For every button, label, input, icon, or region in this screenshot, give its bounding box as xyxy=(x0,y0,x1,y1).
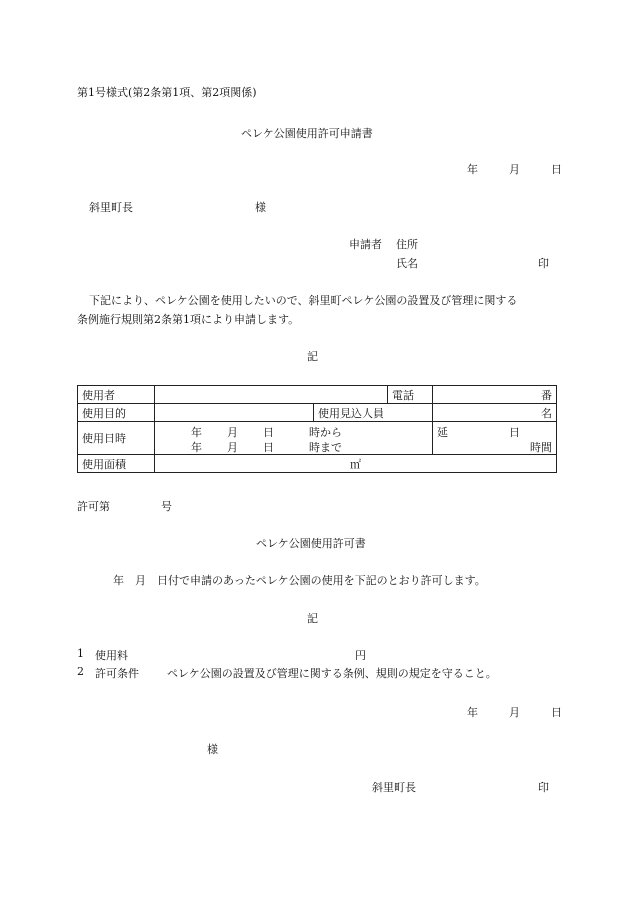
from-hour: 時から xyxy=(309,426,342,439)
user-label: 使用者 xyxy=(78,386,155,404)
permit-number-unit: 号 xyxy=(161,500,172,513)
permit-date xyxy=(467,704,562,720)
total-label: 延 xyxy=(437,426,448,439)
permit-statement: 年 月 日付で申請のあったペレケ公園の使用を下記のとおり許可します。 xyxy=(113,574,486,587)
from-month: 月 xyxy=(227,426,238,439)
purpose-value[interactable] xyxy=(155,404,314,422)
form-number: 第1号様式(第2条第1項、第2項関係) xyxy=(77,86,257,99)
attendance-value[interactable] xyxy=(433,404,557,422)
addressee-honorific: 様 xyxy=(255,201,266,214)
from-year: 年 xyxy=(191,426,202,439)
table-row-purpose xyxy=(78,404,557,422)
permit-ki: 記 xyxy=(307,612,318,625)
table-row-datetime xyxy=(78,422,557,455)
applicant-name-label: 氏名 xyxy=(396,257,418,270)
table-row-area xyxy=(78,455,557,473)
table-row-user xyxy=(78,386,557,404)
permit-issuer-mayor: 斜里町長 xyxy=(372,781,416,794)
applicant-label: 申請者 xyxy=(349,238,382,251)
permit-date-day: 日 xyxy=(551,706,562,719)
permit-title: ペレケ公園使用許可書 xyxy=(256,537,366,550)
addressee-mayor: 斜里町長 xyxy=(89,201,133,214)
total-hours: 時間 xyxy=(530,441,552,454)
area-value[interactable] xyxy=(155,455,557,473)
phone-label: 電話 xyxy=(388,386,433,404)
permit-date-month: 月 xyxy=(509,706,520,719)
application-form-table xyxy=(77,385,557,473)
from-day: 日 xyxy=(263,426,274,439)
until-hour: 時まで xyxy=(309,441,342,454)
permit-recipient-honorific: 様 xyxy=(207,743,218,756)
permit-issuer-seal: 印 xyxy=(538,781,549,794)
attendance-label: 使用見込人員 xyxy=(314,404,433,422)
application-ki: 記 xyxy=(307,350,318,363)
phone-value[interactable] xyxy=(433,386,557,404)
total-duration[interactable] xyxy=(433,422,557,455)
datetime-range[interactable] xyxy=(155,422,433,455)
permit-item-2-num: 2 xyxy=(77,665,84,678)
until-year: 年 xyxy=(191,441,202,454)
permit-item-2-label: 許可条件 xyxy=(95,667,139,680)
date-year: 年 xyxy=(467,163,478,176)
datetime-label: 使用日時 xyxy=(78,422,155,455)
permit-item-2-value: ペレケ公園の設置及び管理に関する条例、規則の規定を守ること。 xyxy=(167,667,497,680)
applicant-address-label: 住所 xyxy=(396,238,418,251)
application-body-line1: 下記により、ペレケ公園を使用したいので、斜里町ペレケ公園の設置及び管理に関する xyxy=(89,294,518,307)
phone-unit: 番 xyxy=(541,388,552,402)
permit-number-label: 許可第 xyxy=(77,500,110,513)
application-date xyxy=(467,161,562,177)
total-day: 日 xyxy=(509,426,520,439)
user-value[interactable] xyxy=(155,386,388,404)
area-unit: ㎡ xyxy=(350,457,361,471)
permit-item-1-label: 使用料 xyxy=(95,649,128,662)
until-month: 月 xyxy=(227,441,238,454)
applicant-seal: 印 xyxy=(538,257,549,270)
date-month: 月 xyxy=(509,163,520,176)
area-label: 使用面積 xyxy=(78,455,155,473)
application-body-line2: 条例施行規則第2条第1項により申請します。 xyxy=(77,313,300,326)
permit-date-year: 年 xyxy=(467,706,478,719)
permit-item-1-value: 円 xyxy=(355,649,366,662)
application-title: ペレケ公園使用許可申請書 xyxy=(241,127,373,140)
date-day: 日 xyxy=(551,163,562,176)
until-day: 日 xyxy=(263,441,274,454)
permit-item-1-num: 1 xyxy=(77,647,84,660)
attendance-unit: 名 xyxy=(541,406,552,420)
purpose-label: 使用目的 xyxy=(78,404,155,422)
